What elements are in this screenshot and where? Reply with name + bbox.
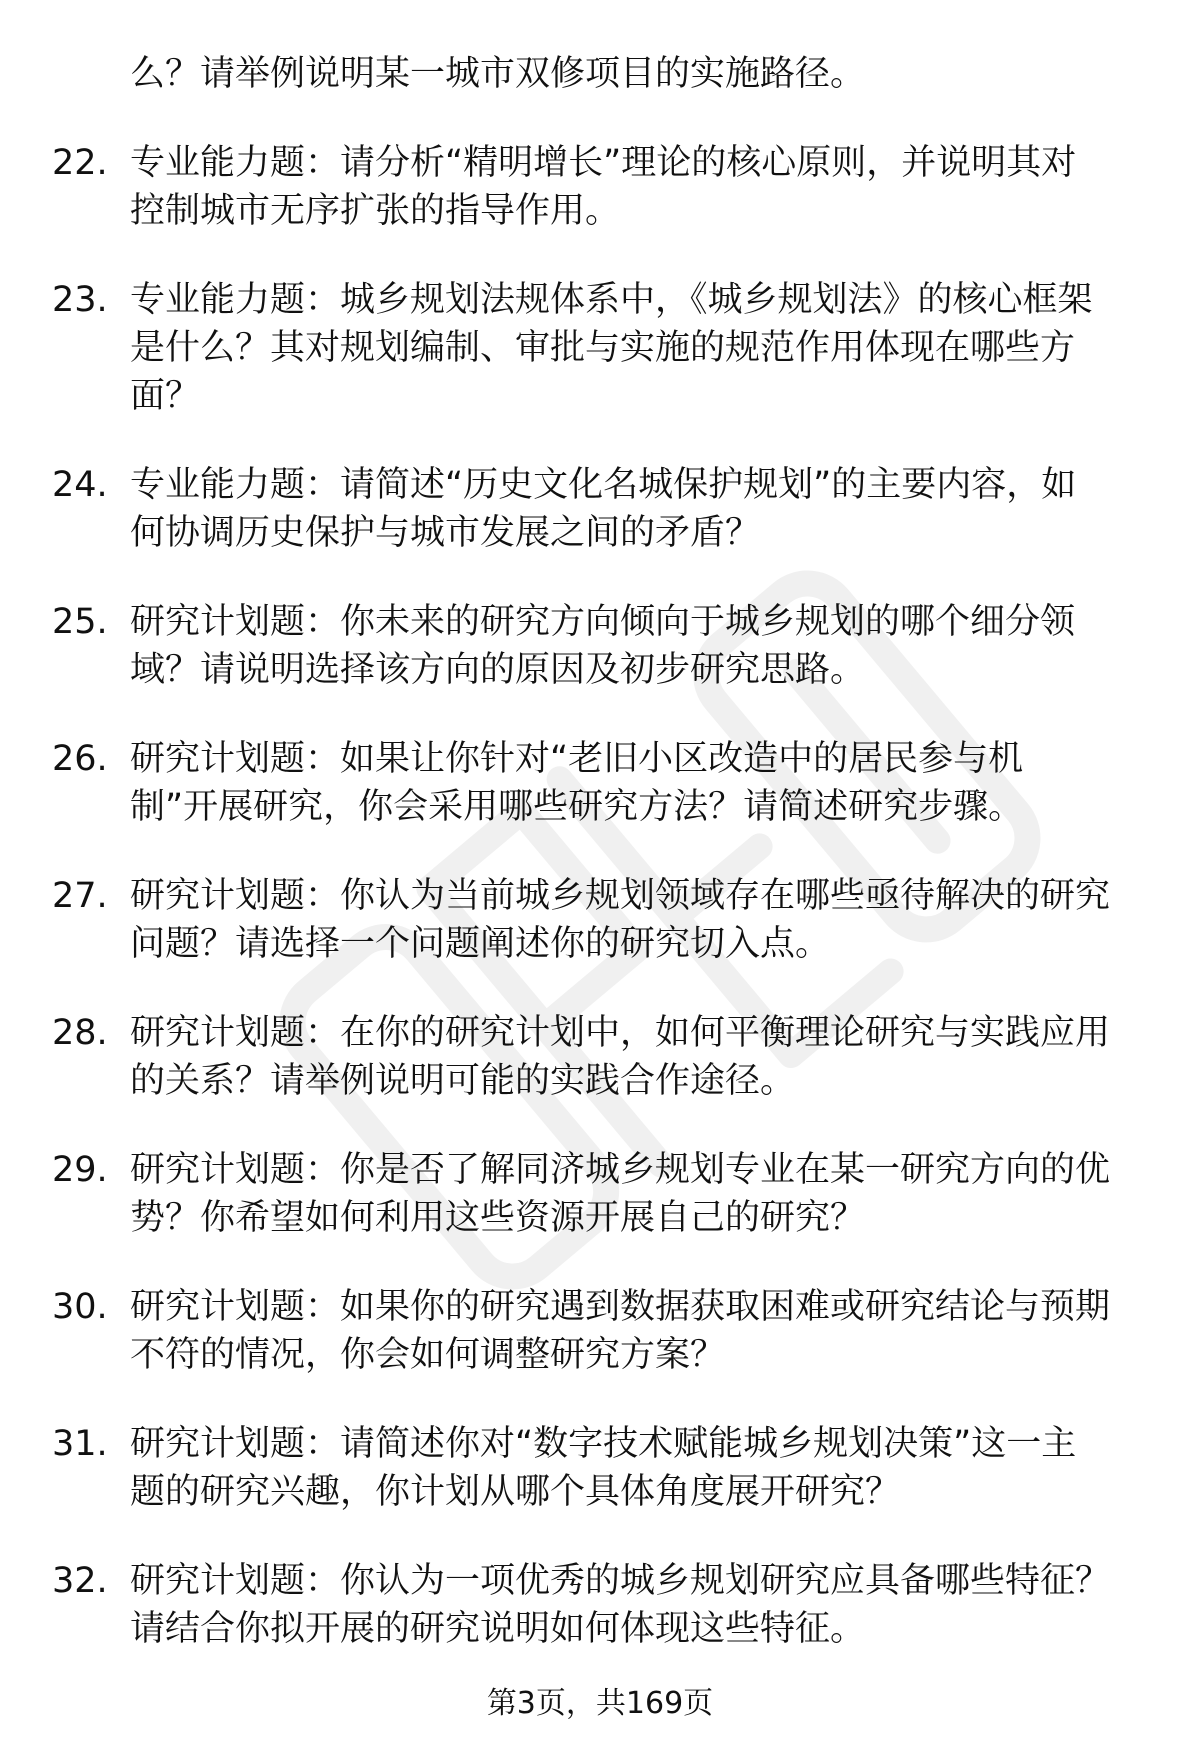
question-item-29 — [52, 1146, 1152, 1242]
question-item-32 — [52, 1557, 1152, 1653]
question-text — [130, 461, 1152, 557]
question-text — [130, 1557, 1152, 1653]
question-text — [130, 1146, 1152, 1242]
question-line: 控制城市无序扩张的指导作用。 — [130, 191, 621, 231]
question-text — [130, 872, 1152, 968]
question-number: 22. — [52, 143, 108, 183]
question-text — [130, 276, 1152, 420]
question-item-26 — [52, 735, 1152, 831]
question-item-30 — [52, 1283, 1152, 1379]
question-number: 29. — [52, 1150, 108, 1190]
question-line: 面？ — [130, 376, 201, 416]
question-line: 的关系？请举例说明可能的实践合作途径。 — [130, 1061, 796, 1101]
question-item-22 — [52, 139, 1152, 235]
question-list — [52, 139, 1152, 1653]
question-content — [52, 50, 1152, 1653]
question-item-28 — [52, 1009, 1152, 1105]
question-item-24 — [52, 461, 1152, 557]
question-text — [130, 735, 1152, 831]
question-text — [130, 1009, 1152, 1105]
question-item-25 — [52, 598, 1152, 694]
question-line: 研究计划题：你是否了解同济城乡规划专业在某一研究方向的优 — [130, 1150, 1111, 1190]
question-number: 26. — [52, 739, 108, 779]
question-line: 研究计划题：如果让你针对“老旧小区改造中的居民参与机 — [130, 739, 1024, 779]
question-line: 何协调历史保护与城市发展之间的矛盾？ — [130, 513, 761, 553]
question-line: 请结合你拟开展的研究说明如何体现这些特征。 — [130, 1609, 866, 1649]
question-number: 32. — [52, 1561, 108, 1601]
question-text — [130, 1283, 1152, 1379]
question-line: 制”开展研究，你会采用哪些研究方法？请简述研究步骤。 — [130, 787, 1024, 827]
question-line: 研究计划题：你认为一项优秀的城乡规划研究应具备哪些特征？ — [130, 1561, 1111, 1601]
question-text — [130, 139, 1152, 235]
question-number: 23. — [52, 280, 108, 320]
question-line: 势？你希望如何利用这些资源开展自己的研究？ — [130, 1198, 866, 1238]
question-number: 27. — [52, 876, 108, 916]
question-line: 题的研究兴趣，你计划从哪个具体角度展开研究？ — [130, 1472, 901, 1512]
question-item-27 — [52, 872, 1152, 968]
question-item-31 — [52, 1420, 1152, 1516]
question-number: 24. — [52, 465, 108, 505]
question-line: 研究计划题：你未来的研究方向倾向于城乡规划的哪个细分领 — [130, 602, 1076, 642]
question-line: 专业能力题：请简述“历史文化名城保护规划”的主要内容，如 — [130, 465, 1077, 505]
question-line: 研究计划题：请简述你对“数字技术赋能城乡规划决策”这一主 — [130, 1424, 1077, 1464]
question-number: 28. — [52, 1013, 108, 1053]
question-item-23 — [52, 276, 1152, 420]
question-line: 研究计划题：如果你的研究遇到数据获取困难或研究结论与预期 — [130, 1287, 1111, 1327]
question-text — [130, 1420, 1152, 1516]
question-line: 是什么？其对规划编制、审批与实施的规范作用体现在哪些方 — [130, 328, 1076, 368]
question-number: 31. — [52, 1424, 108, 1464]
question-line: 专业能力题：请分析“精明增长”理论的核心原则，并说明其对 — [130, 143, 1077, 183]
question-line: 专业能力题：城乡规划法规体系中，《城乡规划法》的核心框架 — [130, 280, 1093, 320]
question-line: 问题？请选择一个问题阐述你的研究切入点。 — [130, 924, 831, 964]
question-line: 不符的情况，你会如何调整研究方案？ — [130, 1335, 726, 1375]
question-number: 25. — [52, 602, 108, 642]
question-text — [130, 598, 1152, 694]
question-line: 域？请说明选择该方向的原因及初步研究思路。 — [130, 650, 866, 690]
page-number-footer: 第3页，共169页 — [486, 1686, 714, 1721]
question-number: 30. — [52, 1287, 108, 1327]
question-line: 研究计划题：在你的研究计划中，如何平衡理论研究与实践应用 — [130, 1013, 1111, 1053]
question-line: 研究计划题：你认为当前城乡规划领域存在哪些亟待解决的研究 — [130, 876, 1111, 916]
continuation-line: 么？请举例说明某一城市双修项目的实施路径。 — [130, 54, 866, 94]
